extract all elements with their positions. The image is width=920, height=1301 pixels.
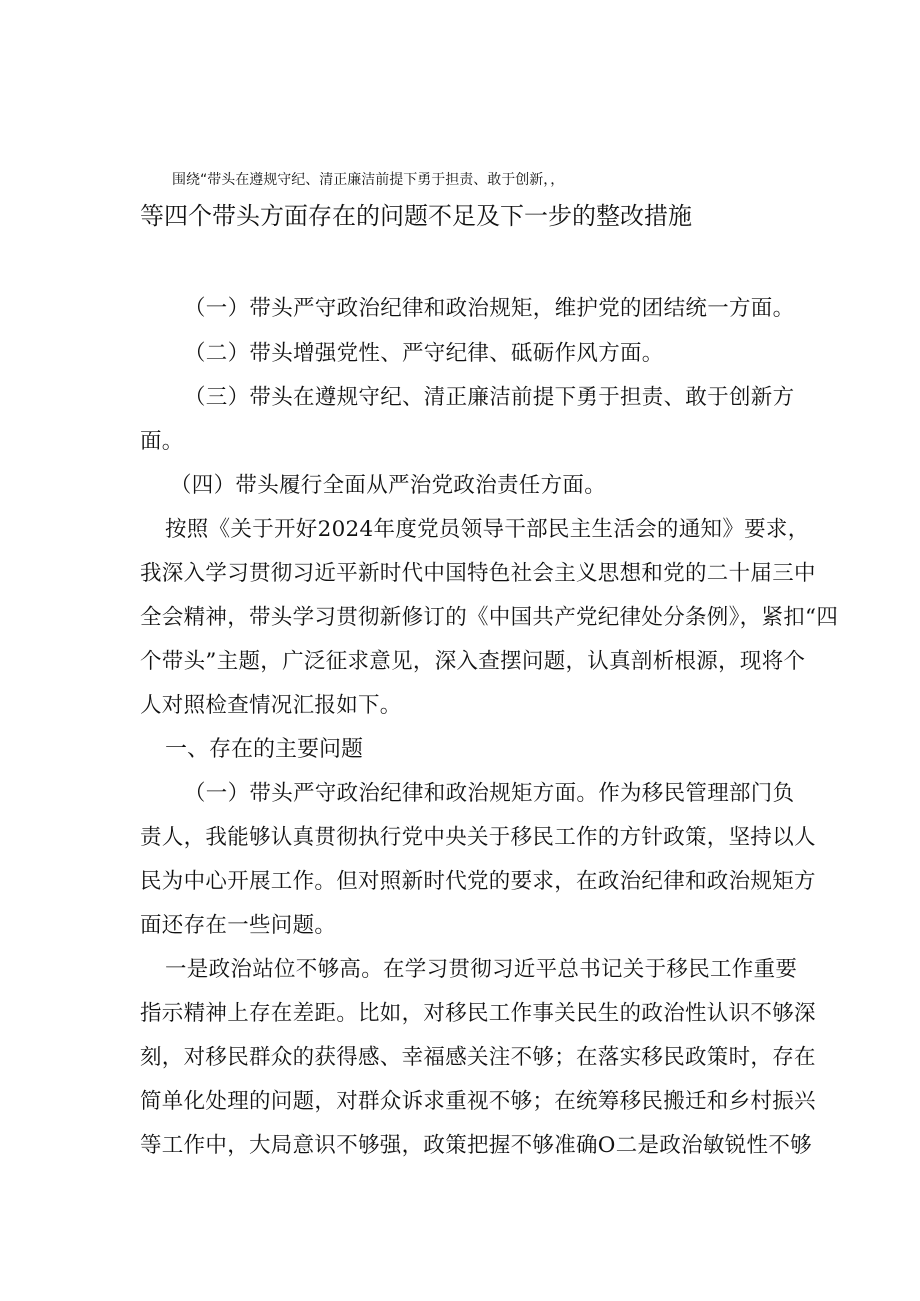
intro-line-5: 人对照检查情况汇报如下。 [140, 693, 402, 718]
outline-item-3: （三）带头在遵规守纪、清正廉洁前提下勇于担责、敢于创新方 [184, 385, 795, 410]
intro-line-1: 按照《关于开好2024年度党员领导干部民主生活会的通知》要求， [165, 517, 810, 542]
intro-line-4: 个带头”主题，广泛征求意见，深入查摆问题，认真剖析根源，现将个 [140, 649, 806, 674]
intro-line-3: 全会精神，带头学习贯彻新修订的《中国共产党纪律处分条例》，紧扣“四 [140, 605, 839, 630]
outline-item-1: （一）带头严守政治纪律和政治规矩，维护党的团结统一方面。 [184, 296, 795, 321]
document-title-line-2: 等四个带头方面存在的问题不足及下一步的整改措施 [140, 202, 692, 230]
section-1-para-2-line-1: 一是政治站位不够高。在学习贯彻习近平总书记关于移民工作重要 [165, 957, 798, 982]
document-title-line-1: 围绕“带头在遵规守纪、清正廉洁前提下勇于担责、敢于创新，， [172, 172, 565, 188]
outline-item-2: （二）带头增强党性、严守纪律、砥砺作风方面。 [184, 341, 664, 366]
section-1-para-2-line-4: 简单化处理的问题，对群众诉求重视不够；在统筹移民搬迁和乡村振兴 [140, 1089, 816, 1114]
section-1-para-1-line-1: （一）带头严守政治纪律和政治规矩方面。作为移民管理部门负 [184, 781, 795, 806]
section-1-heading: 一、存在的主要问题 [165, 737, 364, 762]
intro-line-2: 我深入学习贯彻习近平新时代中国特色社会主义思想和党的二十届三中 [140, 561, 816, 586]
section-1-para-1-line-4: 面还存在一些问题。 [140, 913, 337, 938]
section-1-para-2-line-3: 刻，对移民群众的获得感、幸福感关注不够；在落实移民政策时，存在 [140, 1045, 816, 1070]
section-1-para-1-line-3: 民为中心开展工作。但对照新时代党的要求，在政治纪律和政治规矩方 [140, 869, 816, 894]
section-1-para-2-line-2: 指示精神上存在差距。比如，对移民工作事关民生的政治性认识不够深 [140, 1001, 816, 1026]
section-1-para-1-line-2: 责人，我能够认真贯彻执行党中央关于移民工作的方针政策，坚持以人 [140, 825, 816, 850]
outline-item-3-cont: 面。 [140, 429, 184, 454]
outline-item-4: （四）带头履行全面从严治党政治责任方面。 [170, 473, 607, 498]
section-1-para-2-line-5: 等工作中，大局意识不够强，政策把握不够准确O二是政治敏锐性不够 [140, 1133, 812, 1158]
